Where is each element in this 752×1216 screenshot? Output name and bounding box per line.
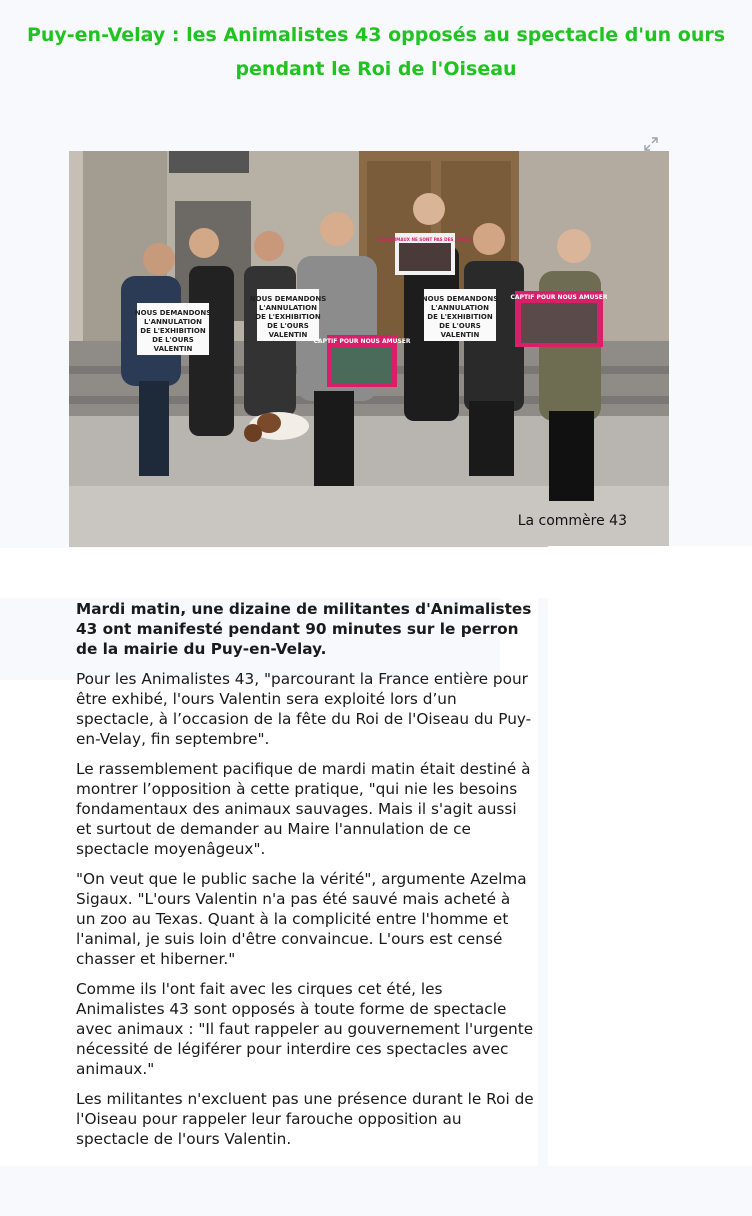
sign-1-line-2: L'ANNULATION (144, 318, 202, 326)
sign-3-line-5: VALENTIN (440, 331, 480, 339)
sign-1-line-1: NOUS DEMANDONS (134, 309, 212, 317)
sign-2-line-2: L'ANNULATION (259, 304, 317, 312)
poster-top-text: LES ANIMAUX NE SONT PAS DES JOUETS (377, 237, 473, 242)
sign-2-line-1: NOUS DEMANDONS (249, 295, 327, 303)
poster-1-text: CAPTIF POUR NOUS AMUSER (313, 338, 411, 345)
sign-1-line-4: DE L'OURS (152, 336, 194, 344)
expand-icon[interactable] (643, 136, 659, 152)
photo-caption: La commère 43 (517, 513, 627, 529)
sign-1-line-5: VALENTIN (153, 345, 193, 353)
poster-2-text: CAPTIF POUR NOUS AMUSER (510, 294, 608, 301)
right-column (548, 546, 752, 1166)
sign-3-line-3: DE L'EXHIBITION (427, 313, 493, 321)
sign-3-line-2: L'ANNULATION (431, 304, 489, 312)
article-paragraph-2: Le rassemblement pacifique de mardi matin était destiné à montrer l’opposition à cette pratique, "qui nie les besoins fondamentaux des animaux sauvages. Mais il s'agit aussi et surtout de demander au Maire l'annulation de ce spectacle moyenâgeux". (76, 760, 531, 858)
sign-3-line-4: DE L'OURS (439, 322, 481, 330)
article-paragraph-5: Les militantes n'excluent pas une présence durant le Roi de l'Oiseau pour rappeler leur farouche opposition au spectacle de l'ours Valentin. (76, 1090, 534, 1148)
article-paragraph-3: "On veut que le public sache la vérité", argumente Azelma Sigaux. "L'ours Valentin n'a pas été sauvé mais acheté à un zoo au Texas. Quant à la complicité entre l'homme et l'animal, je suis loin d'être convaincue. L'ours est censé chasser et hiberner." (76, 870, 527, 968)
article-photo (69, 151, 669, 547)
sign-2-line-5: VALENTIN (268, 331, 308, 339)
article-title: Puy-en-Velay : les Animalistes 43 opposés au spectacle d'un ours pendant le Roi de l'Oiseau (26, 24, 726, 80)
sign-1-line-3: DE L'EXHIBITION (140, 327, 206, 335)
article-paragraph-4: Comme ils l'ont fait avec les cirques cet été, les Animalistes 43 sont opposés à toute forme de spectacle avec animaux : "Il faut rappeler au gouvernement l'urgente nécessité de légiférer pour interdire ces spectacles avec animaux." (76, 980, 534, 1078)
separator-band (0, 548, 548, 598)
article-body (76, 599, 534, 1159)
sign-3-line-1: NOUS DEMANDONS (421, 295, 499, 303)
article-paragraph-1: Pour les Animalistes 43, "parcourant la France entière pour être exhibé, l'ours Valentin sera exploité lors d’un spectacle, à l’occasion de la fête du Roi de l'Oiseau du Puy-en-Velay, fin septembre". (76, 670, 532, 748)
sign-2-line-3: DE L'EXHIBITION (255, 313, 321, 321)
article-lead: Mardi matin, une dizaine de militantes d'Animalistes 43 ont manifesté pendant 90 minutes sur le perron de la mairie du Puy-en-Velay. (76, 600, 532, 658)
sign-2-line-4: DE L'OURS (267, 322, 309, 330)
